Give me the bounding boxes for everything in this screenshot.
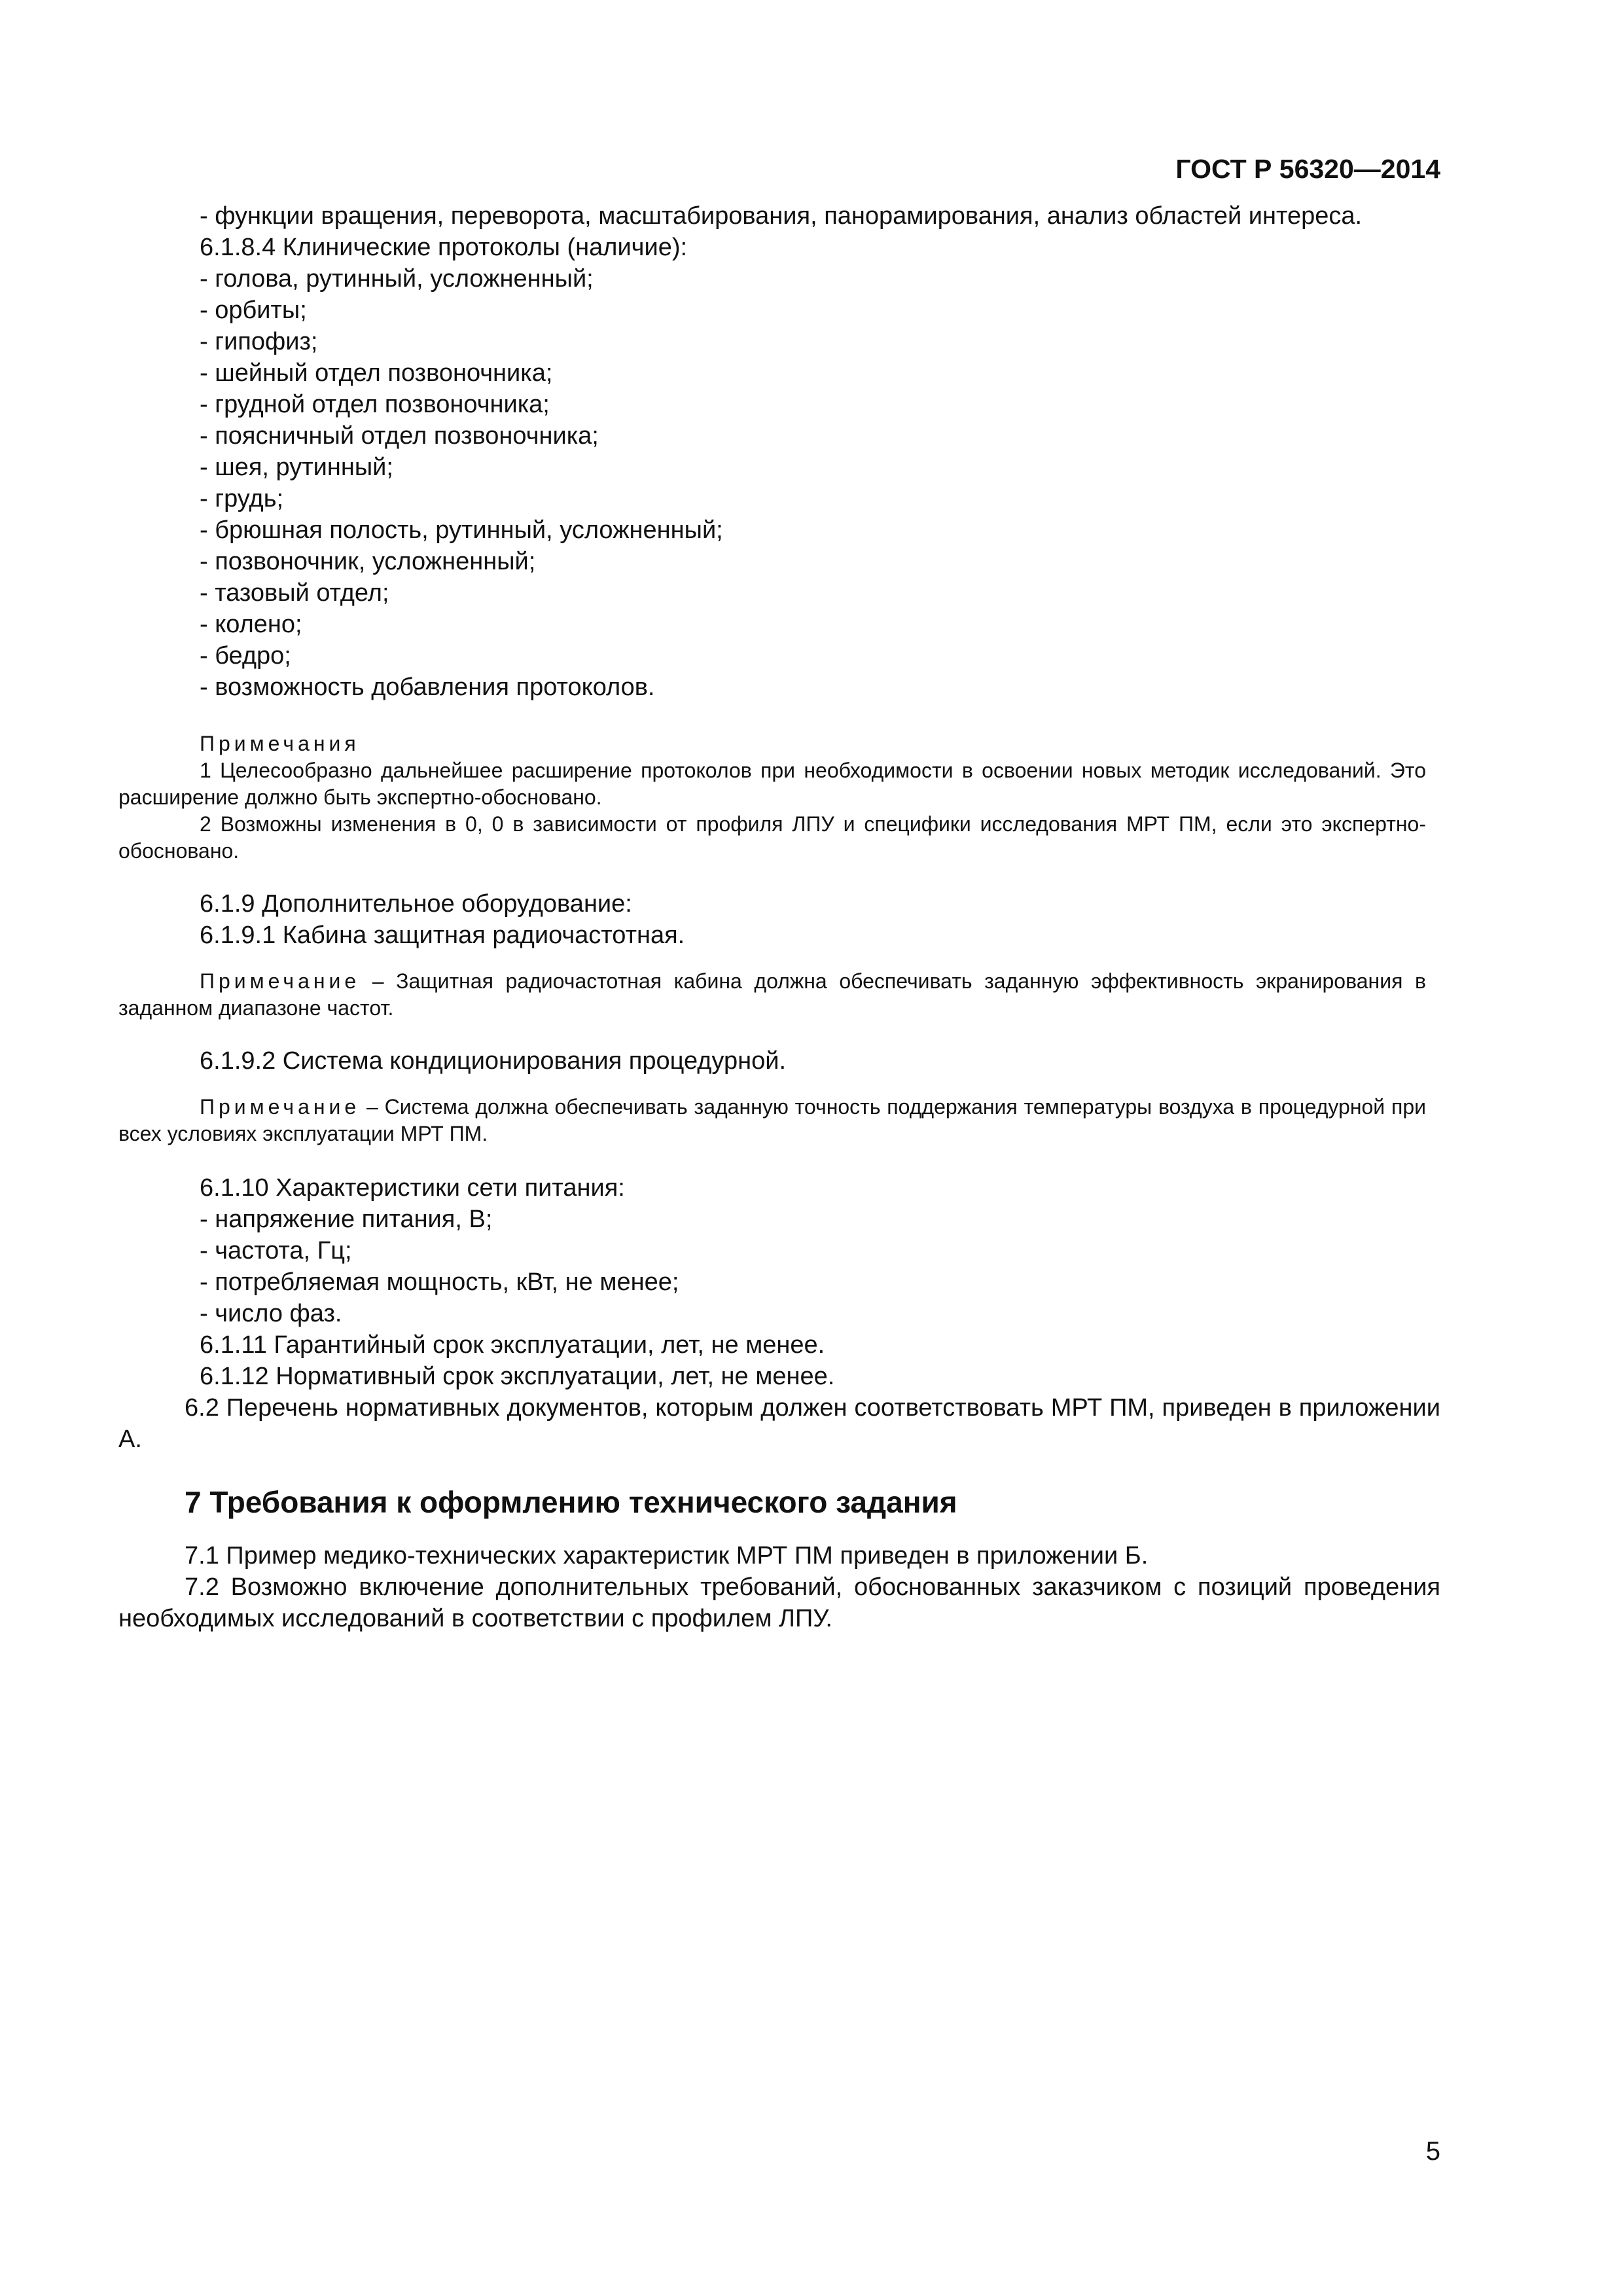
list-item: - частота, Гц; — [200, 1237, 352, 1265]
shield-cabin-item: 6.1.9.1 Кабина защитная радиочастотная. — [200, 922, 685, 949]
climate-system-item: 6.1.9.2 Система кондиционирования процедурной. — [200, 1047, 787, 1075]
clinical-protocols-heading: 6.1.8.4 Клинические протоколы (наличие): — [200, 234, 688, 261]
list-item: - колено; — [200, 611, 302, 638]
paragraph-7-2: 7.2 Возможно включение дополнительных требований, обоснованных заказчиком с позиций проведения необходимых исследований в соответствии с профилем ЛПУ. — [118, 1573, 1440, 1632]
list-item: - грудь; — [200, 485, 284, 512]
document-body — [118, 200, 1440, 1634]
document-code: ГОСТ Р 56320—2014 — [1175, 154, 1440, 184]
list-item: - возможность добавления протоколов. — [200, 673, 655, 701]
list-item: - число фаз. — [200, 1300, 342, 1327]
list-item: - тазовый отдел; — [200, 579, 389, 607]
cabin-note: Примечание – Защитная радиочастотная кабина должна обеспечивать заданную эффективность экранирования в заданном диапазоне частот. — [118, 969, 1426, 1020]
clinical-protocols-list — [118, 263, 1440, 703]
list-item: - потребляемая мощность, кВт, не менее; — [200, 1268, 679, 1296]
list-item: - поясничный отдел позвоночника; — [200, 422, 599, 450]
list-item: - орбиты; — [200, 296, 307, 324]
climate-note: Примечание – Система должна обеспечивать заданную точность поддержания температуры воздуха в процедурной при всех условиях эксплуатации МРТ ПМ. — [118, 1095, 1426, 1145]
service-life-item: 6.1.12 Нормативный срок эксплуатации, лет, не менее. — [200, 1363, 835, 1390]
note-label: Примечание — [200, 1095, 361, 1119]
list-item: - шейный отдел позвоночника; — [200, 359, 553, 387]
notes-label: Примечания — [200, 732, 360, 755]
power-list — [118, 1204, 1440, 1329]
intro-list-item: - функции вращения, переворота, масштабирования, панорамирования, анализ областей интереса. — [200, 202, 1363, 230]
list-item: - брюшная полость, рутинный, усложненный; — [200, 516, 723, 544]
list-item: - гипофиз; — [200, 328, 318, 355]
list-item: - напряжение питания, В; — [200, 1206, 493, 1233]
section-7-title: 7 Требования к оформлению технического задания — [185, 1485, 957, 1519]
list-item: - бедро; — [200, 642, 291, 670]
power-heading: 6.1.10 Характеристики сети питания: — [200, 1174, 625, 1202]
note-2: 2 Возможны изменения в 0, 0 в зависимости от профиля ЛПУ и специфики исследования МРТ ПМ, если это экспертно-обосновано. — [118, 812, 1426, 863]
additional-equipment-heading: 6.1.9 Дополнительное оборудование: — [200, 890, 632, 918]
note-1: 1 Целесообразно дальнейшее расширение протоколов при необходимости в освоении новых методик исследований. Это расширение должно быть экспертно-обосновано. — [118, 759, 1426, 809]
paragraph-7-1: 7.1 Пример медико-технических характеристик МРТ ПМ приведен в приложении Б. — [185, 1542, 1149, 1570]
paragraph-6-2: 6.2 Перечень нормативных документов, которым должен соответствовать МРТ ПМ, приведен в приложении А. — [118, 1394, 1440, 1453]
list-item: - позвоночник, усложненный; — [200, 548, 536, 575]
list-item: - голова, рутинный, усложненный; — [200, 265, 594, 293]
notes-block — [118, 730, 1426, 865]
list-item: - шея, рутинный; — [200, 454, 393, 481]
note-label: Примечание — [200, 969, 361, 993]
list-item: - грудной отдел позвоночника; — [200, 391, 550, 418]
warranty-item: 6.1.11 Гарантийный срок эксплуатации, лет, не менее. — [200, 1331, 825, 1359]
page-number: 5 — [1425, 2137, 1440, 2166]
